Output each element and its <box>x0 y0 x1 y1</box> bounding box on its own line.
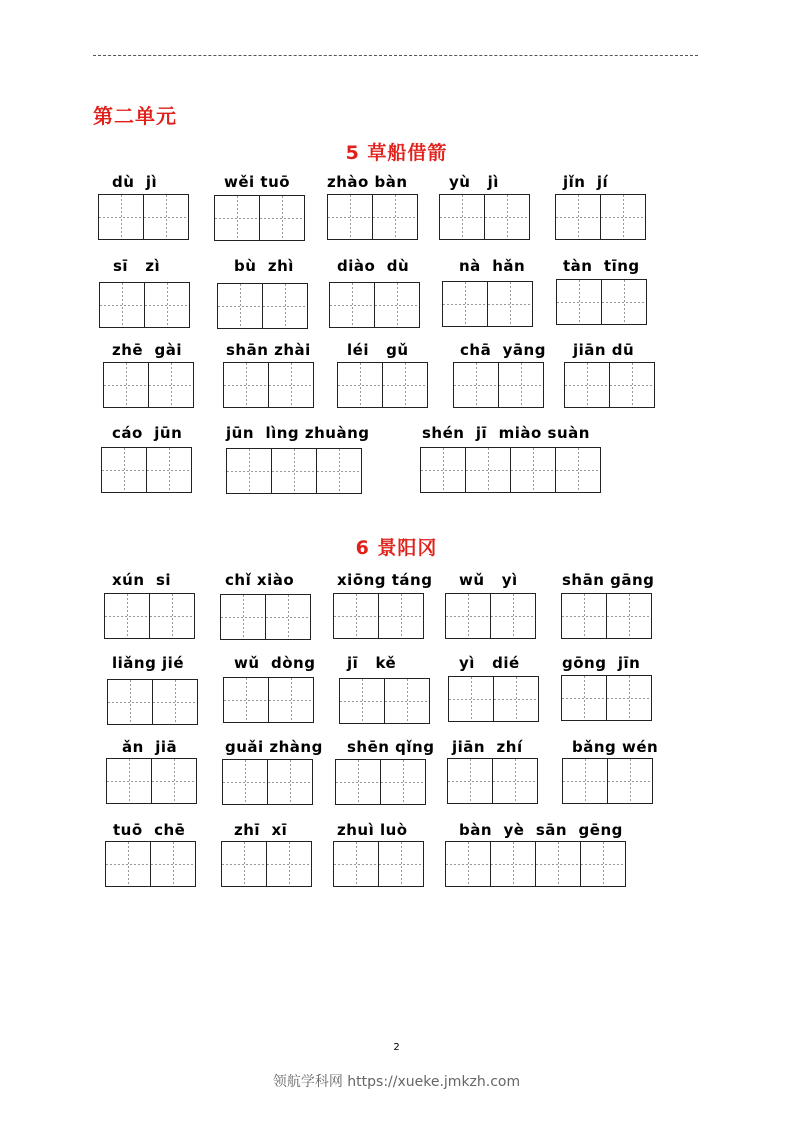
writing-cell[interactable] <box>101 447 147 493</box>
writing-cell[interactable] <box>580 841 626 887</box>
writing-cell[interactable] <box>492 758 538 804</box>
pinyin-label: yì dié <box>459 654 520 672</box>
writing-cell[interactable] <box>327 194 373 240</box>
writing-grid <box>556 279 646 325</box>
writing-grid <box>226 448 361 494</box>
pinyin-label: cáo jūn <box>112 424 183 442</box>
writing-cell[interactable] <box>226 448 272 494</box>
writing-cell[interactable] <box>609 362 655 408</box>
writing-grid <box>445 841 625 887</box>
pinyin-label: jī kě <box>347 654 397 672</box>
writing-cell[interactable] <box>384 678 430 724</box>
writing-cell[interactable] <box>447 758 493 804</box>
writing-grid <box>562 758 652 804</box>
writing-grid <box>339 678 429 724</box>
pinyin-label: tuō chē <box>113 821 186 839</box>
writing-cell[interactable] <box>420 447 466 493</box>
writing-cell[interactable] <box>510 447 556 493</box>
writing-grid <box>337 362 427 408</box>
writing-grid <box>448 676 538 722</box>
writing-cell[interactable] <box>262 283 308 329</box>
pinyin-label: wěi tuō <box>224 173 291 191</box>
writing-grid <box>555 194 645 240</box>
pinyin-label: shān zhài <box>226 341 311 359</box>
writing-cell[interactable] <box>333 593 379 639</box>
writing-cell[interactable] <box>380 759 426 805</box>
writing-cell[interactable] <box>607 758 653 804</box>
writing-grid <box>333 593 423 639</box>
writing-cell[interactable] <box>564 362 610 408</box>
writing-cell[interactable] <box>150 841 196 887</box>
writing-grid <box>335 759 425 805</box>
pinyin-label: léi gǔ <box>347 341 409 359</box>
writing-grid <box>333 841 423 887</box>
writing-cell[interactable] <box>99 282 145 328</box>
pinyin-label: tàn tīng <box>563 257 640 275</box>
writing-cell[interactable] <box>337 362 383 408</box>
writing-cell[interactable] <box>259 195 305 241</box>
writing-grid <box>447 758 537 804</box>
writing-cell[interactable] <box>535 841 581 887</box>
pinyin-label: shēn qǐng <box>347 738 435 756</box>
writing-cell[interactable] <box>152 679 198 725</box>
writing-cell[interactable] <box>374 282 420 328</box>
pinyin-label: shān gāng <box>562 571 655 589</box>
pinyin-label: guǎi zhàng <box>225 738 323 756</box>
writing-cell[interactable] <box>555 194 601 240</box>
writing-grid <box>214 195 304 241</box>
writing-grid <box>561 675 651 721</box>
writing-cell[interactable] <box>445 593 491 639</box>
lesson-title-6: 6 景阳冈 <box>355 537 438 559</box>
pinyin-label: chǐ xiào <box>225 571 295 589</box>
writing-grid <box>222 759 312 805</box>
writing-cell[interactable] <box>561 593 607 639</box>
writing-grid <box>561 593 651 639</box>
writing-cell[interactable] <box>382 362 428 408</box>
pinyin-label: nà hǎn <box>459 257 526 275</box>
writing-cell[interactable] <box>465 447 511 493</box>
writing-grid <box>420 447 600 493</box>
writing-grid <box>98 194 188 240</box>
writing-grid <box>223 677 313 723</box>
writing-cell[interactable] <box>378 593 424 639</box>
writing-cell[interactable] <box>148 362 194 408</box>
writing-grid <box>445 593 535 639</box>
pinyin-label: wǔ yì <box>459 571 518 589</box>
writing-cell[interactable] <box>223 362 269 408</box>
writing-cell[interactable] <box>316 448 362 494</box>
writing-grid <box>220 594 310 640</box>
pinyin-label: bǎng wén <box>572 738 659 756</box>
writing-cell[interactable] <box>490 593 536 639</box>
writing-cell[interactable] <box>217 283 263 329</box>
footer-source: 领航学科网 https://xueke.jmkzh.com <box>272 1074 521 1090</box>
writing-cell[interactable] <box>335 759 381 805</box>
writing-cell[interactable] <box>105 841 151 887</box>
pinyin-label: diào dù <box>337 257 410 275</box>
pinyin-label: xún si <box>112 571 172 589</box>
pinyin-label: zhuì luò <box>337 821 408 839</box>
writing-cell[interactable] <box>107 679 153 725</box>
writing-cell[interactable] <box>144 282 190 328</box>
writing-cell[interactable] <box>487 281 533 327</box>
writing-cell[interactable] <box>484 194 530 240</box>
writing-cell[interactable] <box>214 195 260 241</box>
writing-cell[interactable] <box>98 194 144 240</box>
writing-grid <box>439 194 529 240</box>
writing-cell[interactable] <box>265 594 311 640</box>
writing-grid <box>99 282 189 328</box>
writing-cell[interactable] <box>106 758 152 804</box>
pinyin-label: jūn lìng zhuàng <box>226 424 370 442</box>
pinyin-label: yù jì <box>449 173 499 191</box>
writing-cell[interactable] <box>268 677 314 723</box>
writing-cell[interactable] <box>151 758 197 804</box>
writing-cell[interactable] <box>339 678 385 724</box>
writing-cell[interactable] <box>103 362 149 408</box>
writing-cell[interactable] <box>448 676 494 722</box>
writing-grid <box>453 362 543 408</box>
header-divider <box>93 55 698 56</box>
writing-cell[interactable] <box>490 841 536 887</box>
writing-grid <box>217 283 307 329</box>
writing-grid <box>101 447 191 493</box>
writing-cell[interactable] <box>104 593 150 639</box>
writing-cell[interactable] <box>493 676 539 722</box>
writing-cell[interactable] <box>333 841 379 887</box>
writing-grid <box>223 362 313 408</box>
writing-grid <box>221 841 311 887</box>
writing-cell[interactable] <box>555 447 601 493</box>
pinyin-label: ǎn jiā <box>122 738 178 756</box>
writing-cell[interactable] <box>601 279 647 325</box>
writing-grid <box>329 282 419 328</box>
writing-grid <box>106 758 196 804</box>
pinyin-label: jiān zhí <box>452 738 523 756</box>
writing-grid <box>327 194 417 240</box>
pinyin-label: jǐn jí <box>563 173 609 191</box>
writing-cell[interactable] <box>378 841 424 887</box>
writing-cell[interactable] <box>372 194 418 240</box>
writing-cell[interactable] <box>498 362 544 408</box>
pinyin-label: bàn yè sān gēng <box>459 821 623 839</box>
pinyin-label: zhī xī <box>234 821 288 839</box>
unit-title: 第二单元 <box>93 104 177 128</box>
writing-cell[interactable] <box>556 279 602 325</box>
pinyin-label: jiān dū <box>573 341 635 359</box>
writing-cell[interactable] <box>562 758 608 804</box>
writing-cell[interactable] <box>268 362 314 408</box>
pinyin-label: sī zì <box>113 257 161 275</box>
lesson-title-5: 5 草船借箭 <box>345 142 448 164</box>
writing-cell[interactable] <box>606 593 652 639</box>
writing-cell[interactable] <box>149 593 195 639</box>
writing-grid <box>564 362 654 408</box>
writing-grid <box>107 679 197 725</box>
pinyin-label: liǎng jié <box>112 654 184 672</box>
writing-grid <box>103 362 193 408</box>
writing-cell[interactable] <box>221 841 267 887</box>
pinyin-label: dù jì <box>112 173 158 191</box>
writing-cell[interactable] <box>453 362 499 408</box>
writing-cell[interactable] <box>220 594 266 640</box>
writing-cell[interactable] <box>222 759 268 805</box>
writing-cell[interactable] <box>266 841 312 887</box>
writing-cell[interactable] <box>143 194 189 240</box>
writing-cell[interactable] <box>439 194 485 240</box>
writing-cell[interactable] <box>442 281 488 327</box>
pinyin-label: gōng jīn <box>562 654 641 672</box>
writing-cell[interactable] <box>271 448 317 494</box>
writing-cell[interactable] <box>606 675 652 721</box>
writing-cell[interactable] <box>223 677 269 723</box>
writing-grid <box>104 593 194 639</box>
writing-cell[interactable] <box>267 759 313 805</box>
writing-cell[interactable] <box>445 841 491 887</box>
writing-cell[interactable] <box>329 282 375 328</box>
pinyin-label: bù zhì <box>234 257 294 275</box>
pinyin-label: xiōng táng <box>337 571 433 589</box>
pinyin-label: zhē gài <box>112 341 183 359</box>
writing-cell[interactable] <box>561 675 607 721</box>
pinyin-label: shén jī miào suàn <box>422 424 590 442</box>
pinyin-label: chā yāng <box>460 341 546 359</box>
writing-cell[interactable] <box>146 447 192 493</box>
writing-grid <box>442 281 532 327</box>
pinyin-label: zhào bàn <box>327 173 408 191</box>
pinyin-label: wǔ dòng <box>234 654 316 672</box>
page-number: 2 <box>393 1042 400 1053</box>
writing-cell[interactable] <box>600 194 646 240</box>
writing-grid <box>105 841 195 887</box>
